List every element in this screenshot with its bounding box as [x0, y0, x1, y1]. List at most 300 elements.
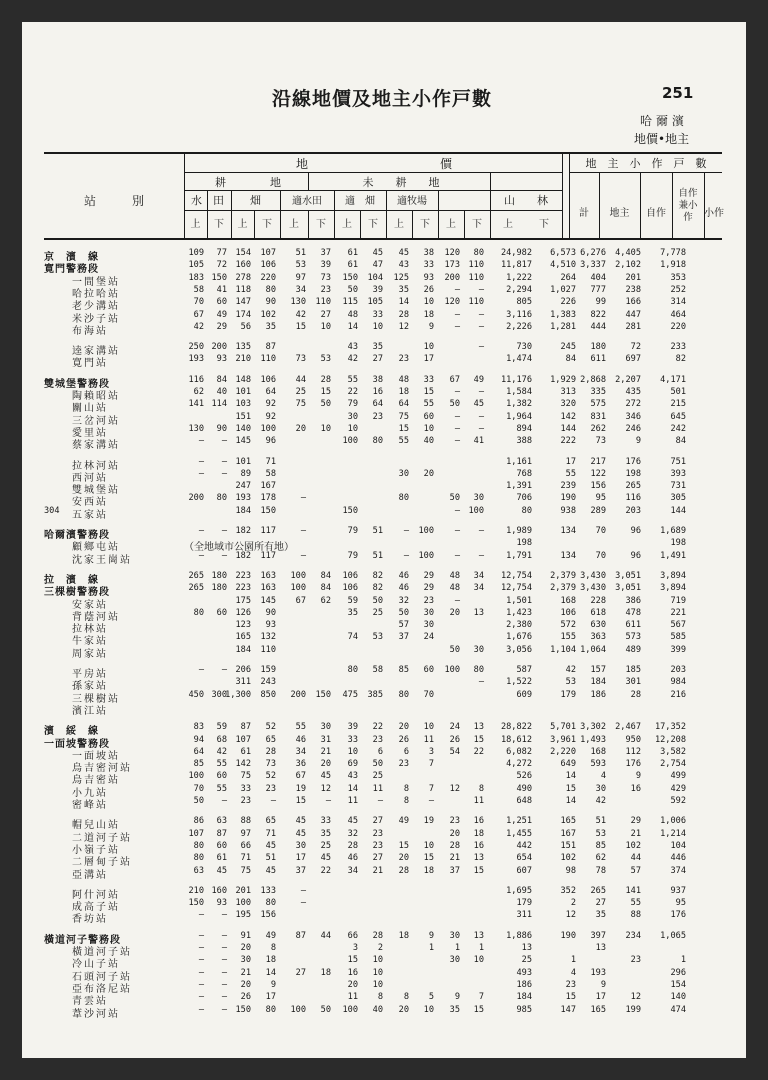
table-cell: 106 — [260, 260, 276, 271]
table-row — [44, 248, 722, 261]
table-cell: 2,868 — [580, 374, 606, 385]
table-row — [44, 506, 722, 519]
table-cell: 140 — [235, 423, 251, 434]
table-cell: 156 — [260, 910, 276, 921]
table-cell: 105 — [367, 297, 383, 308]
table-cell: 55 — [347, 374, 358, 385]
table-cell: 10 — [423, 840, 434, 851]
table-cell: 80 — [265, 284, 276, 295]
table-cell: 106 — [342, 583, 358, 594]
table-cell: 120 — [444, 297, 460, 308]
table-cell: 8 — [403, 783, 409, 794]
table-cell: 23 — [372, 828, 383, 839]
table-cell: 20 — [449, 828, 460, 839]
table-cell: 132 — [260, 632, 276, 643]
table-cell: 37 — [295, 865, 306, 876]
table-cell: 15 — [398, 423, 409, 434]
table-cell: 50 — [320, 1004, 331, 1015]
table-cell: 80 — [398, 689, 409, 700]
table-cell: 168 — [590, 746, 606, 757]
table-cell: 50 — [449, 644, 460, 655]
table-cell: 11 — [347, 796, 358, 806]
table-cell: — — [478, 342, 484, 353]
table-cell: 6,276 — [580, 248, 606, 258]
table-row — [44, 784, 722, 797]
table-cell: 220 — [670, 321, 686, 332]
table-cell: 63 — [193, 865, 204, 876]
table-cell: 61 — [347, 260, 358, 271]
table-cell: 87 — [265, 342, 276, 353]
table-cell: 2 — [377, 943, 383, 953]
table-cell: 59 — [216, 722, 227, 733]
table-cell: 3 — [352, 943, 358, 953]
table-cell: 84 — [565, 354, 576, 365]
table-cell: 38 — [372, 374, 383, 385]
table-row — [44, 583, 722, 599]
table-cell: 335 — [590, 387, 606, 397]
table-cell: 14 — [265, 967, 276, 978]
table-cell: 154 — [670, 979, 686, 990]
rule-line — [184, 172, 562, 173]
table-cell: 41 — [473, 436, 484, 447]
table-cell: — — [198, 526, 204, 536]
table-cell: 15 — [473, 865, 484, 876]
table-cell: 166 — [625, 297, 641, 308]
table-cell: 18 — [265, 955, 276, 966]
rule-line — [672, 172, 673, 238]
table-cell: 100 — [290, 583, 306, 594]
table-cell: 45 — [372, 248, 383, 258]
table-cell: 26 — [398, 734, 409, 745]
table-cell: 180 — [211, 583, 227, 594]
table-cell: — — [221, 967, 227, 978]
table-cell: 10 — [347, 423, 358, 434]
table-cell: — — [300, 493, 306, 504]
table-cell: 1,391 — [506, 481, 532, 492]
table-cell: 48 — [347, 309, 358, 320]
table-cell: — — [478, 309, 484, 320]
table-cell: 223 — [235, 570, 251, 581]
table-cell: 57 — [630, 865, 641, 876]
table-cell: 49 — [398, 816, 409, 827]
table-cell: 35 — [372, 342, 383, 353]
table-cell: 18 — [473, 828, 484, 839]
table-cell: 13 — [473, 722, 484, 733]
station-name: 沈家王崗站 — [72, 554, 132, 566]
table-cell: 100 — [342, 1004, 358, 1015]
table-cell: 110 — [468, 260, 484, 271]
table-cell: 55 — [216, 759, 227, 770]
table-cell: 12 — [565, 910, 576, 921]
table-cell: 53 — [565, 677, 576, 688]
table-cell: — — [300, 550, 306, 561]
table-cell: 106 — [560, 607, 576, 618]
table-cell: 14 — [565, 796, 576, 806]
table-cell: 32 — [398, 595, 409, 606]
table-cell: 18 — [398, 387, 409, 397]
table-header — [44, 152, 722, 240]
station-name: 帽兒山站 — [72, 820, 120, 832]
station-name: 橫道河子站 — [72, 947, 132, 958]
station-name: 陶賴昭站 — [72, 391, 120, 402]
down-grade-header: 下 — [539, 219, 549, 230]
station-name: 西河站 — [72, 472, 108, 484]
table-cell: 23 — [320, 284, 331, 295]
table-cell: — — [403, 526, 409, 536]
rule-line — [569, 152, 570, 238]
table-cell: 60 — [216, 297, 227, 308]
table-cell: 831 — [590, 411, 606, 422]
table-row — [44, 399, 722, 415]
table-cell: 88 — [630, 910, 641, 921]
table-cell: 175 — [235, 595, 251, 606]
table-cell: 24 — [423, 632, 434, 643]
table-cell: 176 — [625, 759, 641, 770]
table-cell: 11,817 — [500, 260, 532, 271]
table-cell: — — [300, 526, 306, 536]
station-name: 雙城堡站 — [72, 485, 120, 497]
table-cell: 33 — [240, 783, 251, 794]
table-cell: 80 — [473, 665, 484, 675]
table-cell: 34 — [473, 570, 484, 581]
table-cell: 18,612 — [500, 734, 532, 745]
table-cell: — — [300, 898, 306, 909]
table-cell: 573 — [625, 632, 641, 643]
station-name: 濱 綏 線 — [44, 726, 99, 738]
table-cell: 126 — [235, 607, 251, 618]
table-cell: 117 — [260, 550, 276, 561]
table-row — [44, 526, 722, 539]
down-grade-header: 下 — [420, 219, 430, 230]
table-cell: 28 — [372, 930, 383, 941]
table-cell: 176 — [625, 456, 641, 467]
table-cell: 200 — [444, 272, 460, 283]
table-cell: 13 — [473, 853, 484, 864]
table-cell: 374 — [670, 865, 686, 876]
table-cell: 493 — [516, 967, 532, 978]
table-cell: 60 — [423, 665, 434, 675]
table-cell: 46 — [398, 583, 409, 594]
table-cell: — — [325, 796, 331, 806]
table-cell: 10 — [423, 423, 434, 434]
table-cell: 1,918 — [660, 260, 686, 271]
table-cell: 12 — [630, 992, 641, 1003]
table-cell: — — [454, 411, 460, 422]
table-cell: 281 — [625, 321, 641, 332]
table-cell: 6 — [403, 746, 409, 757]
table-cell: 17 — [423, 354, 434, 365]
table-cell: 199 — [625, 1004, 641, 1015]
table-cell: 70 — [193, 297, 204, 308]
table-cell: 58 — [193, 284, 204, 295]
station-name: 寛門站 — [72, 358, 108, 370]
table-cell: 27 — [595, 898, 606, 909]
table-cell: 165 — [560, 816, 576, 827]
table-cell: 156 — [590, 481, 606, 492]
table-cell: 80 — [193, 840, 204, 851]
station-name: 京 濱 線 — [44, 252, 99, 263]
table-cell: 567 — [670, 620, 686, 631]
table-row — [44, 722, 722, 738]
station-name: 拉林河站 — [72, 460, 120, 472]
table-cell: 51 — [372, 526, 383, 536]
table-cell: 1,689 — [660, 526, 686, 536]
table-row — [44, 931, 722, 944]
table-cell: 475 — [342, 689, 358, 700]
table-cell: 3,582 — [660, 746, 686, 757]
table-cell: 62 — [595, 853, 606, 864]
table-cell: 23 — [398, 354, 409, 365]
table-row — [44, 571, 722, 584]
table-cell: 85 — [595, 840, 606, 851]
table-cell: 32 — [347, 828, 358, 839]
table-cell: 112 — [625, 746, 641, 757]
table-cell: 499 — [670, 771, 686, 782]
table-cell: 1,161 — [506, 456, 532, 467]
table-cell: 526 — [516, 771, 532, 782]
table-cell: 12,754 — [500, 583, 532, 594]
table-cell: 180 — [211, 570, 227, 581]
station-name: 拉林站 — [72, 624, 108, 636]
up-grade-header: 上 — [394, 219, 404, 230]
table-row — [44, 747, 722, 760]
table-cell: 107 — [235, 734, 251, 745]
table-cell: — — [377, 796, 383, 806]
table-cell: 2,379 — [550, 583, 576, 594]
table-cell: — — [221, 955, 227, 966]
table-cell: 79 — [347, 550, 358, 561]
table-cell: 23 — [265, 783, 276, 794]
table-cell: 719 — [670, 595, 686, 606]
table-cell: 203 — [670, 665, 686, 675]
table-cell: 33 — [347, 734, 358, 745]
table-cell: 45 — [320, 771, 331, 782]
table-cell: 140 — [670, 992, 686, 1003]
table-cell: 501 — [670, 387, 686, 397]
station-name: 顧鄉屯站 — [72, 542, 120, 554]
table-cell: 84 — [320, 570, 331, 581]
table-cell: 18 — [423, 865, 434, 876]
station-name: 二層甸子站 — [72, 857, 132, 869]
station-name: 關山站 — [72, 403, 108, 415]
table-cell: 55 — [398, 436, 409, 447]
table-cell: 2 — [570, 898, 576, 909]
table-cell: 22 — [372, 722, 383, 733]
table-cell: 16 — [630, 783, 641, 794]
table-cell: 9 — [635, 436, 641, 447]
table-cell: 67 — [193, 309, 204, 320]
table-cell: 165 — [235, 632, 251, 643]
rule-line — [184, 210, 562, 211]
households-header: 地 主 小 作 戸 數 — [585, 157, 707, 170]
table-cell: 107 — [260, 248, 276, 258]
table-cell: 125 — [393, 272, 409, 283]
table-cell: 45 — [320, 853, 331, 864]
table-cell: 15 — [473, 734, 484, 745]
table-cell: 75 — [240, 865, 251, 876]
table-cell: 15 — [347, 955, 358, 966]
table-cell: 10 — [372, 955, 383, 966]
table-cell: 147 — [560, 1004, 576, 1015]
table-cell: 116 — [625, 493, 641, 504]
station-name: 亞布洛尼站 — [72, 983, 132, 995]
table-cell: 67 — [295, 595, 306, 606]
table-cell: 1,222 — [506, 272, 532, 283]
table-cell: 2,207 — [615, 374, 641, 385]
table-cell: 44 — [630, 853, 641, 864]
table-cell: 33 — [372, 309, 383, 320]
table-cell: 73 — [595, 436, 606, 447]
rule-line — [569, 172, 722, 173]
table-cell: — — [454, 387, 460, 397]
table-cell: 97 — [295, 272, 306, 283]
table-cell: 217 — [590, 456, 606, 467]
table-cell: 2,754 — [660, 759, 686, 770]
table-cell: 8 — [403, 796, 409, 806]
table-cell: 179 — [516, 898, 532, 909]
price-header: 地 價 — [295, 157, 452, 171]
table-cell: 478 — [625, 607, 641, 618]
table-row — [44, 853, 722, 869]
table-cell: 73 — [320, 272, 331, 283]
table-cell: 68 — [216, 734, 227, 745]
table-cell: 11,176 — [500, 374, 532, 385]
table-cell: 72 — [216, 260, 227, 271]
table-cell: 272 — [625, 399, 641, 410]
table-cell: 64 — [372, 399, 383, 410]
table-cell: 18 — [398, 930, 409, 941]
table-cell: — — [198, 665, 204, 675]
table-cell: 102 — [260, 309, 276, 320]
table-cell: 12,208 — [654, 734, 686, 745]
table-cell: 174 — [235, 309, 251, 320]
station-name: 愛里站 — [72, 427, 108, 439]
table-cell: 28 — [398, 865, 409, 876]
table-cell: 90 — [216, 423, 227, 434]
table-cell: 184 — [516, 992, 532, 1003]
table-cell: 587 — [516, 665, 532, 675]
table-cell: 87 — [216, 828, 227, 839]
table-cell: 221 — [670, 607, 686, 618]
table-cell: 60 — [216, 607, 227, 618]
table-cell: 91 — [240, 930, 251, 941]
table-cell: 313 — [560, 387, 576, 397]
table-cell: 150 — [342, 272, 358, 283]
table-cell: 1,382 — [506, 399, 532, 410]
station-name: 亞溝站 — [72, 869, 108, 881]
table-cell: 14 — [347, 321, 358, 332]
table-cell: 180 — [590, 342, 606, 353]
field-fit-header: 適 畑 — [345, 196, 375, 207]
table-cell: 10 — [372, 321, 383, 332]
table-cell: 22 — [473, 746, 484, 757]
station-name: 三岔河站 — [72, 415, 120, 427]
table-cell: — — [198, 436, 204, 447]
table-cell: — — [454, 321, 460, 332]
table-cell: 103 — [235, 399, 251, 410]
table-cell: 30 — [423, 607, 434, 618]
table-row — [44, 665, 722, 678]
table-row — [44, 816, 722, 832]
table-cell: 10 — [372, 979, 383, 990]
table-cell: 55 — [216, 783, 227, 794]
table-cell: — — [478, 423, 484, 434]
table-cell: 65 — [265, 734, 276, 745]
table-cell: 1,522 — [506, 677, 532, 688]
table-cell: 575 — [590, 399, 606, 410]
table-cell: 79 — [347, 526, 358, 536]
table-cell: 26 — [423, 284, 434, 295]
table-cell: 155 — [560, 632, 576, 643]
table-cell: 938 — [560, 505, 576, 516]
table-cell: 490 — [516, 783, 532, 794]
table-cell: 352 — [560, 885, 576, 896]
table-cell: 1 — [454, 943, 460, 953]
table-cell: 1,214 — [660, 828, 686, 839]
table-cell: 150 — [260, 505, 276, 516]
table-row — [44, 968, 722, 981]
table-cell: 404 — [590, 272, 606, 283]
table-cell: — — [403, 550, 409, 561]
table-cell: 70 — [193, 783, 204, 794]
table-row — [44, 424, 722, 437]
table-cell: 950 — [625, 734, 641, 745]
table-cell: 80 — [521, 505, 532, 516]
table-cell: 200 — [290, 689, 306, 700]
table-cell: — — [478, 677, 484, 688]
table-cell: 59 — [347, 595, 358, 606]
table-cell: 265 — [590, 885, 606, 896]
table-cell: 36 — [295, 759, 306, 770]
table-cell: 20 — [398, 1004, 409, 1015]
table-cell: 1 — [570, 955, 576, 966]
table-cell: 198 — [670, 538, 686, 549]
table-cell: 17 — [265, 992, 276, 1003]
table-cell: 27 — [320, 309, 331, 320]
table-cell: 30 — [320, 722, 331, 733]
table-cell: — — [454, 423, 460, 434]
table-cell: 30 — [398, 468, 409, 479]
table-cell: 173 — [444, 260, 460, 271]
table-cell: 25 — [295, 387, 306, 397]
station-name: 孫家站 — [72, 681, 108, 693]
table-cell: 183 — [188, 272, 204, 283]
table-cell: 3,116 — [506, 309, 532, 320]
table-cell: 3,430 — [580, 570, 606, 581]
table-cell: 45 — [295, 828, 306, 839]
table-cell: 148 — [235, 374, 251, 385]
table-cell: 42 — [347, 354, 358, 365]
table-cell: 3,894 — [660, 570, 686, 581]
table-cell: 346 — [625, 411, 641, 422]
table-cell: — — [221, 1004, 227, 1015]
table-cell: 12 — [320, 783, 331, 794]
table-cell: 4,405 — [615, 248, 641, 258]
table-cell: 46 — [347, 853, 358, 864]
table-cell: 109 — [188, 248, 204, 258]
table-cell: 28 — [320, 374, 331, 385]
down-grade-header: 下 — [368, 219, 378, 230]
table-cell: 142 — [235, 759, 251, 770]
table-cell: — — [478, 550, 484, 561]
table-cell: 150 — [235, 1004, 251, 1015]
table-cell: 607 — [516, 865, 532, 876]
station-name: 一間堡站 — [72, 276, 120, 288]
table-cell: 1,695 — [506, 885, 532, 896]
owner-header: 自作 — [646, 208, 666, 219]
table-cell: 4 — [570, 967, 576, 978]
table-row — [44, 297, 722, 313]
